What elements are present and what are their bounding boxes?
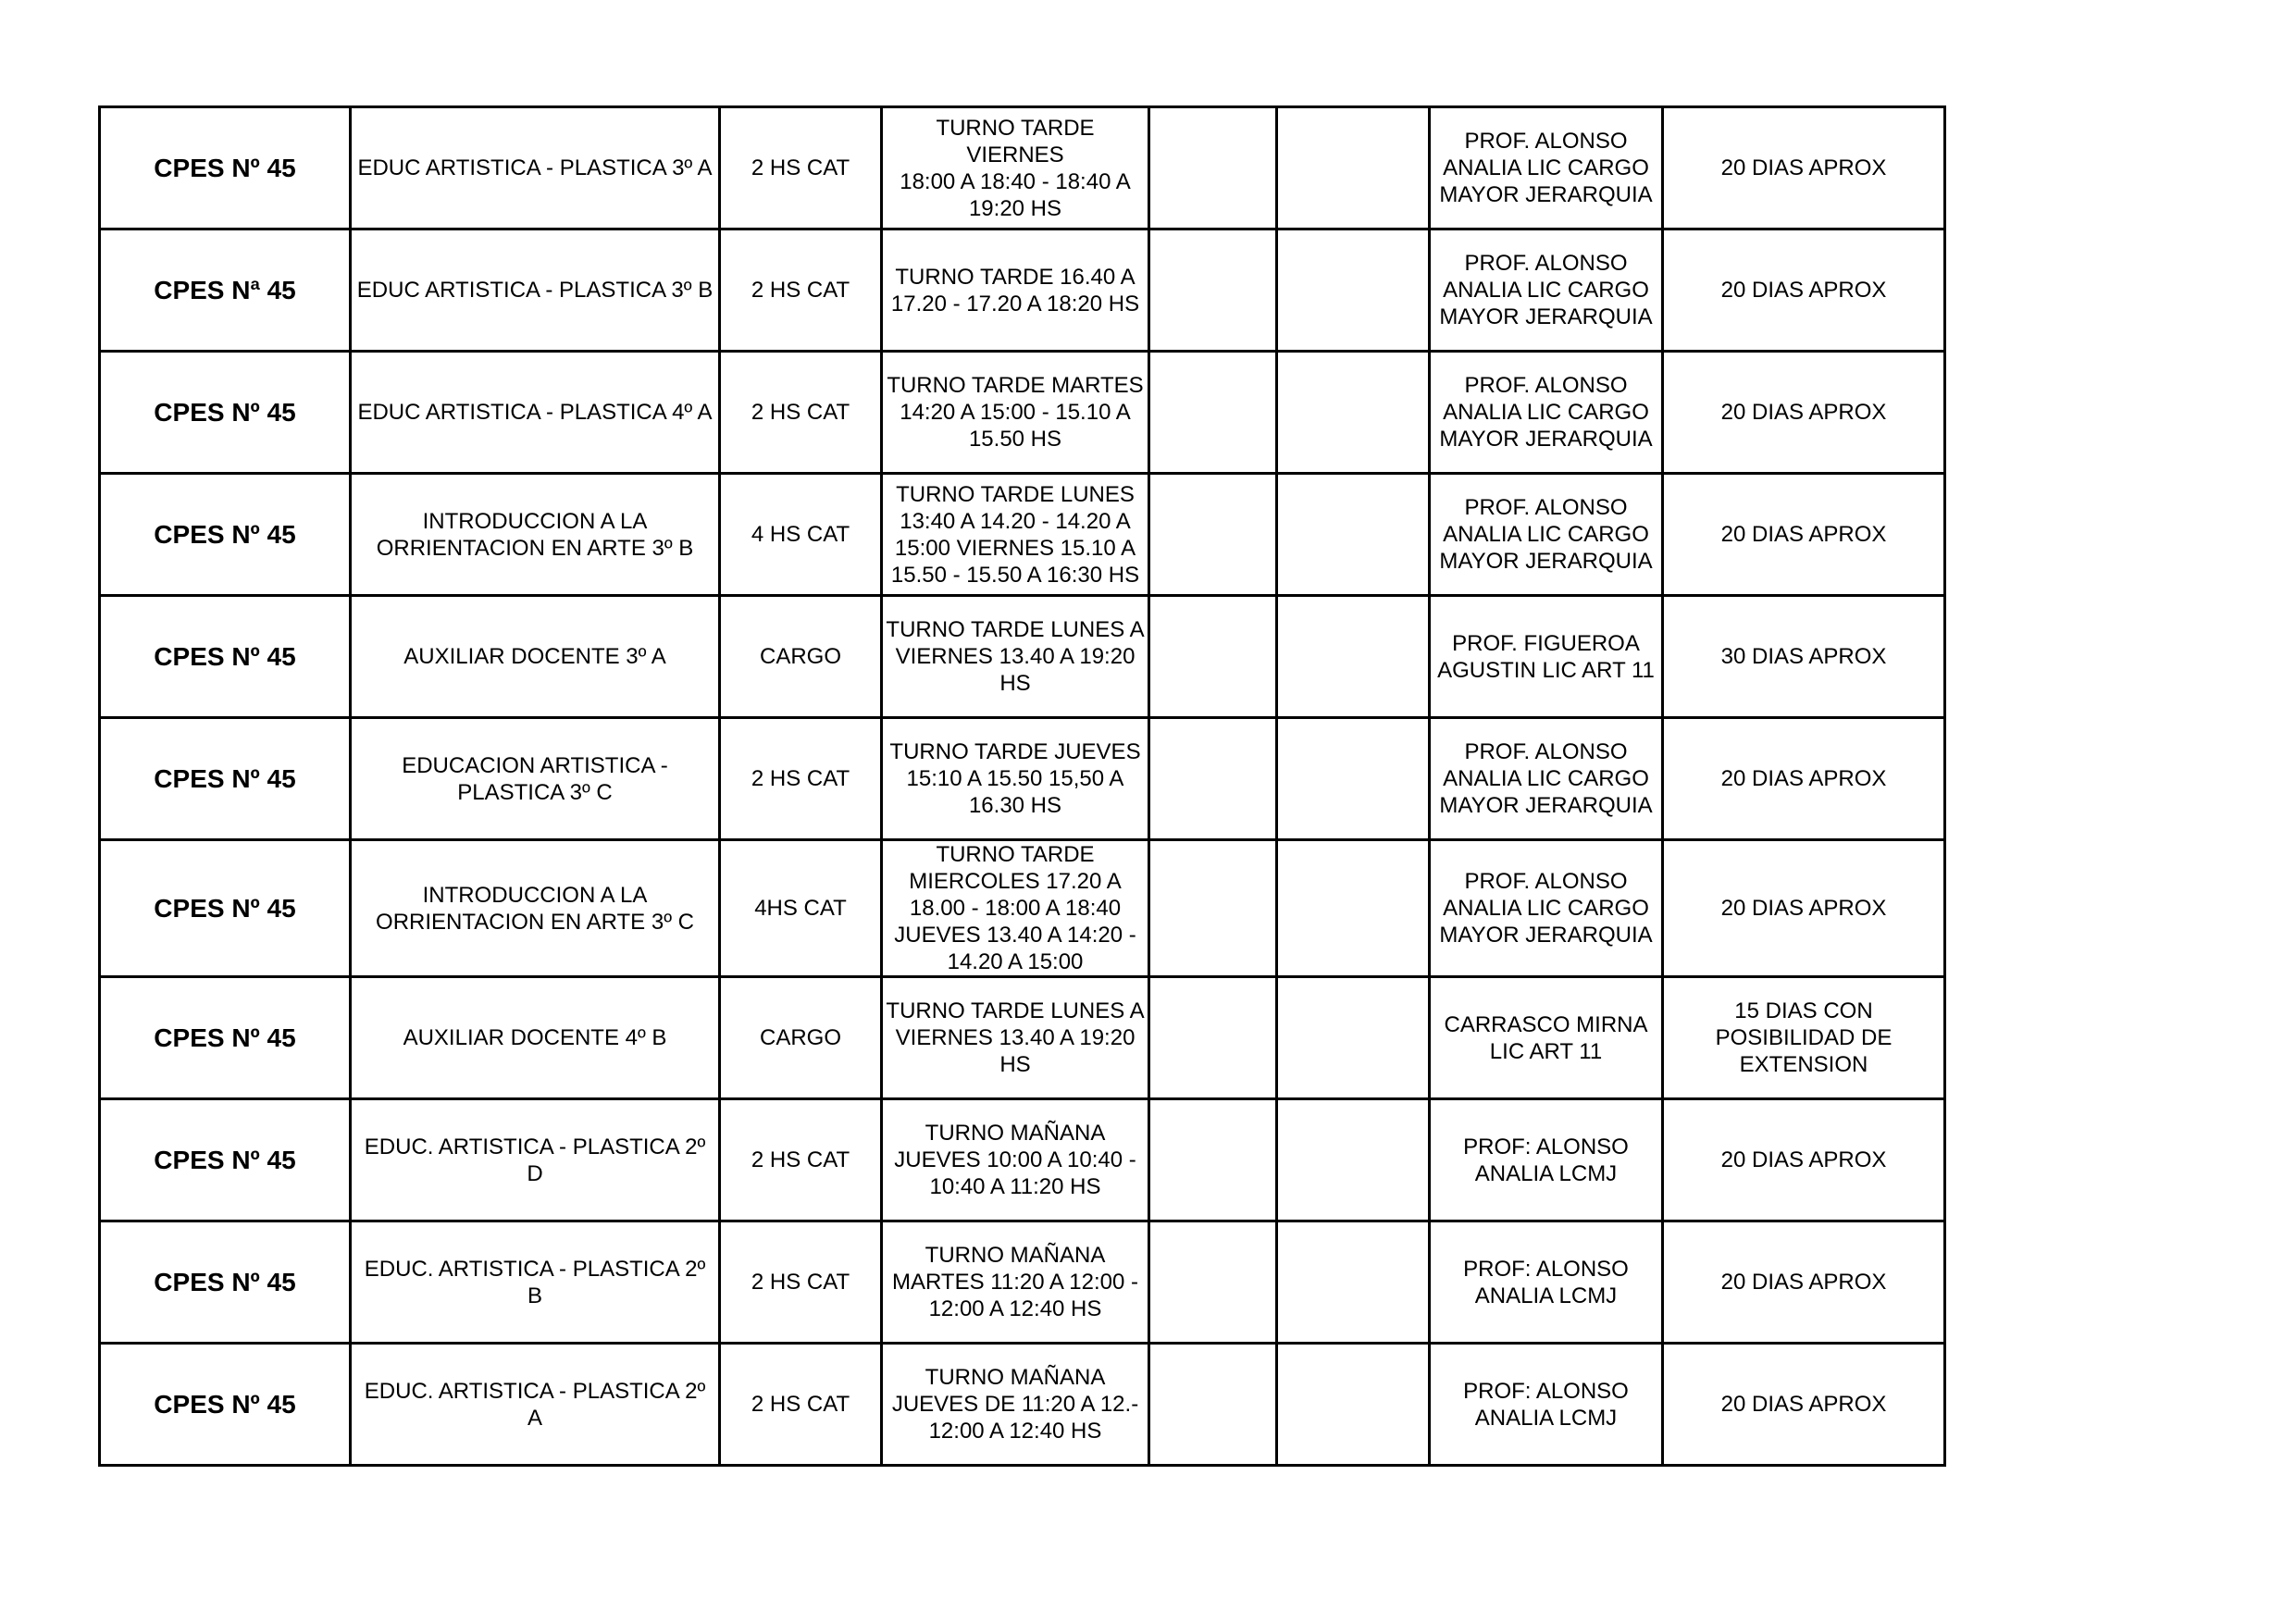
duration-cell: 30 DIAS APROX bbox=[1663, 596, 1945, 718]
empty-cell bbox=[1277, 1099, 1430, 1221]
empty-cell bbox=[1277, 474, 1430, 596]
subject-cell: AUXILIAR DOCENTE 4º B bbox=[351, 977, 720, 1099]
subject-cell: INTRODUCCION A LA ORRIENTACION EN ARTE 3º B bbox=[351, 474, 720, 596]
teacher-cell: PROF. ALONSO ANALIA LIC CARGO MAYOR JERARQUIA bbox=[1430, 352, 1663, 474]
table-row bbox=[100, 1344, 1945, 1466]
teacher-cell: PROF. ALONSO ANALIA LIC CARGO MAYOR JERARQUIA bbox=[1430, 107, 1663, 229]
teacher-cell: PROF: ALONSO ANALIA LCMJ bbox=[1430, 1221, 1663, 1344]
table-row bbox=[100, 718, 1945, 840]
teacher-cell: PROF. ALONSO ANALIA LIC CARGO MAYOR JERARQUIA bbox=[1430, 474, 1663, 596]
duration-cell: 20 DIAS APROX bbox=[1663, 107, 1945, 229]
subject-cell: EDUC ARTISTICA - PLASTICA 4º A bbox=[351, 352, 720, 474]
teacher-cell: PROF. FIGUEROA AGUSTIN LIC ART 11 bbox=[1430, 596, 1663, 718]
schedule-cell: TURNO TARDE LUNES A VIERNES 13.40 A 19:20 HS bbox=[882, 977, 1149, 1099]
schedule-cell: TURNO MAÑANA MARTES 11:20 A 12:00 - 12:00 A 12:40 HS bbox=[882, 1221, 1149, 1344]
hours-cell: 4 HS CAT bbox=[720, 474, 882, 596]
subject-cell: EDUC ARTISTICA - PLASTICA 3º B bbox=[351, 229, 720, 352]
empty-cell bbox=[1149, 718, 1277, 840]
schedule-cell: TURNO TARDE MARTES 14:20 A 15:00 - 15.10 A 15.50 HS bbox=[882, 352, 1149, 474]
teacher-cell: PROF. ALONSO ANALIA LIC CARGO MAYOR JERARQUIA bbox=[1430, 840, 1663, 977]
hours-cell: 2 HS CAT bbox=[720, 1344, 882, 1466]
school-cell: CPES Nº 45 bbox=[100, 107, 351, 229]
duration-cell: 20 DIAS APROX bbox=[1663, 1344, 1945, 1466]
school-cell: CPES Nº 45 bbox=[100, 840, 351, 977]
schedule-cell: TURNO TARDE VIERNES 18:00 A 18:40 - 18:40 A 19:20 HS bbox=[882, 107, 1149, 229]
schedule-cell: TURNO TARDE MIERCOLES 17.20 A 18.00 - 18:00 A 18:40 JUEVES 13.40 A 14:20 - 14.20 A 15:00 bbox=[882, 840, 1149, 977]
subject-cell: INTRODUCCION A LA ORRIENTACION EN ARTE 3º C bbox=[351, 840, 720, 977]
schedule-cell: TURNO TARDE 16.40 A 17.20 - 17.20 A 18:20 HS bbox=[882, 229, 1149, 352]
school-cell: CPES Nº 45 bbox=[100, 1099, 351, 1221]
empty-cell bbox=[1149, 1099, 1277, 1221]
duration-cell: 20 DIAS APROX bbox=[1663, 840, 1945, 977]
school-cell: CPES Nº 45 bbox=[100, 977, 351, 1099]
teacher-cell: PROF. ALONSO ANALIA LIC CARGO MAYOR JERARQUIA bbox=[1430, 718, 1663, 840]
hours-cell: 4HS CAT bbox=[720, 840, 882, 977]
duration-cell: 20 DIAS APROX bbox=[1663, 1099, 1945, 1221]
empty-cell bbox=[1277, 1221, 1430, 1344]
duration-cell: 15 DIAS CON POSIBILIDAD DE EXTENSION bbox=[1663, 977, 1945, 1099]
hours-cell: 2 HS CAT bbox=[720, 229, 882, 352]
school-cell: CPES Nº 45 bbox=[100, 1221, 351, 1344]
school-cell: CPES Nº 45 bbox=[100, 474, 351, 596]
table-row bbox=[100, 474, 1945, 596]
table-row bbox=[100, 229, 1945, 352]
empty-cell bbox=[1277, 229, 1430, 352]
empty-cell bbox=[1149, 352, 1277, 474]
subject-cell: EDUCACION ARTISTICA - PLASTICA 3º C bbox=[351, 718, 720, 840]
schedule-cell: TURNO MAÑANA JUEVES 10:00 A 10:40 - 10:40 A 11:20 HS bbox=[882, 1099, 1149, 1221]
table-row bbox=[100, 977, 1945, 1099]
duration-cell: 20 DIAS APROX bbox=[1663, 718, 1945, 840]
schedule-cell: TURNO MAÑANA JUEVES DE 11:20 A 12.- 12:00 A 12:40 HS bbox=[882, 1344, 1149, 1466]
table-body bbox=[100, 107, 1945, 1466]
teacher-cell: PROF: ALONSO ANALIA LCMJ bbox=[1430, 1099, 1663, 1221]
duration-cell: 20 DIAS APROX bbox=[1663, 352, 1945, 474]
empty-cell bbox=[1149, 229, 1277, 352]
schedule-cell: TURNO TARDE JUEVES 15:10 A 15.50 15,50 A 16.30 HS bbox=[882, 718, 1149, 840]
schedule-cell: TURNO TARDE LUNES A VIERNES 13.40 A 19:20 HS bbox=[882, 596, 1149, 718]
school-cell: CPES Nº 45 bbox=[100, 352, 351, 474]
empty-cell bbox=[1149, 596, 1277, 718]
hours-cell: 2 HS CAT bbox=[720, 352, 882, 474]
hours-cell: CARGO bbox=[720, 977, 882, 1099]
school-cell: CPES Nª 45 bbox=[100, 229, 351, 352]
empty-cell bbox=[1149, 1344, 1277, 1466]
duration-cell: 20 DIAS APROX bbox=[1663, 229, 1945, 352]
duration-cell: 20 DIAS APROX bbox=[1663, 474, 1945, 596]
subject-cell: EDUC. ARTISTICA - PLASTICA 2º B bbox=[351, 1221, 720, 1344]
table-row bbox=[100, 840, 1945, 977]
teacher-cell: PROF. ALONSO ANALIA LIC CARGO MAYOR JERARQUIA bbox=[1430, 229, 1663, 352]
subject-cell: EDUC ARTISTICA - PLASTICA 3º A bbox=[351, 107, 720, 229]
empty-cell bbox=[1277, 840, 1430, 977]
teacher-cell: PROF: ALONSO ANALIA LCMJ bbox=[1430, 1344, 1663, 1466]
table-row bbox=[100, 1221, 1945, 1344]
empty-cell bbox=[1277, 1344, 1430, 1466]
subject-cell: EDUC. ARTISTICA - PLASTICA 2º D bbox=[351, 1099, 720, 1221]
vacancy-table bbox=[98, 105, 1946, 1467]
empty-cell bbox=[1149, 107, 1277, 229]
table-row bbox=[100, 107, 1945, 229]
school-cell: CPES Nº 45 bbox=[100, 718, 351, 840]
subject-cell: EDUC. ARTISTICA - PLASTICA 2º A bbox=[351, 1344, 720, 1466]
schedule-cell: TURNO TARDE LUNES 13:40 A 14.20 - 14.20 A 15:00 VIERNES 15.10 A 15.50 - 15.50 A 16:30 HS bbox=[882, 474, 1149, 596]
hours-cell: 2 HS CAT bbox=[720, 1099, 882, 1221]
hours-cell: 2 HS CAT bbox=[720, 718, 882, 840]
empty-cell bbox=[1277, 107, 1430, 229]
empty-cell bbox=[1149, 1221, 1277, 1344]
school-cell: CPES Nº 45 bbox=[100, 1344, 351, 1466]
hours-cell: 2 HS CAT bbox=[720, 107, 882, 229]
empty-cell bbox=[1149, 474, 1277, 596]
table-row bbox=[100, 1099, 1945, 1221]
table-row bbox=[100, 352, 1945, 474]
duration-cell: 20 DIAS APROX bbox=[1663, 1221, 1945, 1344]
empty-cell bbox=[1149, 977, 1277, 1099]
empty-cell bbox=[1149, 840, 1277, 977]
teacher-cell: CARRASCO MIRNA LIC ART 11 bbox=[1430, 977, 1663, 1099]
empty-cell bbox=[1277, 718, 1430, 840]
school-cell: CPES Nº 45 bbox=[100, 596, 351, 718]
subject-cell: AUXILIAR DOCENTE 3º A bbox=[351, 596, 720, 718]
table-row bbox=[100, 596, 1945, 718]
empty-cell bbox=[1277, 352, 1430, 474]
empty-cell bbox=[1277, 596, 1430, 718]
empty-cell bbox=[1277, 977, 1430, 1099]
hours-cell: CARGO bbox=[720, 596, 882, 718]
hours-cell: 2 HS CAT bbox=[720, 1221, 882, 1344]
